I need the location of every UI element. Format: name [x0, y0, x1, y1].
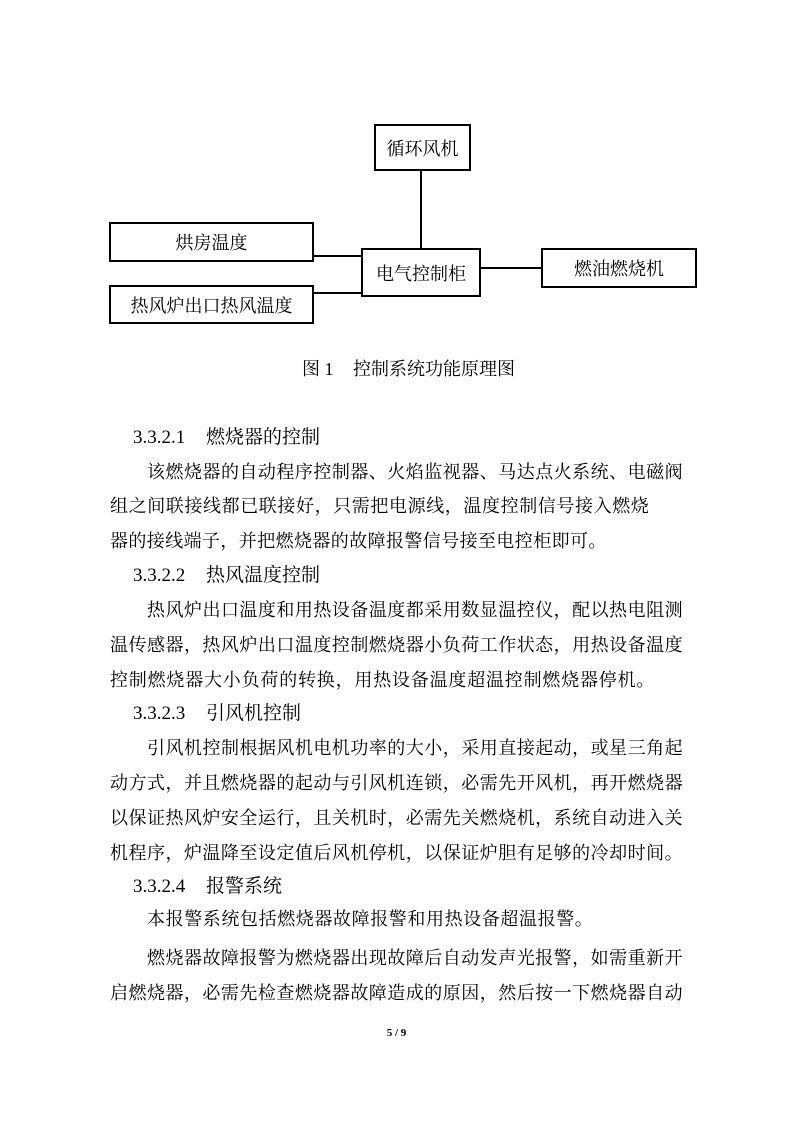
- paragraph-line: 本报警系统包括燃烧器故障报警和用热设备超温报警。: [147, 909, 594, 929]
- paragraph-line: 引风机控制根据风机电机功率的大小，采用直接起动，或星三角起: [147, 738, 683, 758]
- node-label: 燃油燃烧机: [574, 259, 664, 279]
- section-number: 3.3.2.2: [133, 565, 186, 586]
- figure-caption-title: 控制系统功能原理图: [353, 359, 515, 379]
- node-label: 电气控制柜: [376, 263, 466, 284]
- section-title: 热风温度控制: [206, 565, 321, 586]
- paragraph-line: 热风炉出口温度和用热设备温度都采用数显温控仪，配以热电阻测: [147, 600, 683, 620]
- paragraph-line: 动方式，并且燃烧器的起动与引风机连锁，必需先开风机，再开燃烧器: [110, 773, 683, 793]
- section-number: 3.3.2.3: [133, 703, 186, 724]
- section-number: 3.3.2.1: [133, 427, 186, 448]
- node-label: 循环风机: [386, 138, 459, 159]
- connector-fan-to-cabinet: [420, 171, 422, 248]
- section-title: 报警系统: [206, 876, 283, 897]
- paragraph-line: 燃烧器故障报警为燃烧器出现故障后自动发声光报警，如需重新开: [147, 948, 683, 968]
- node-label: 烘房温度: [175, 233, 248, 253]
- node-burner: [541, 248, 697, 288]
- paragraph-line: 器的接线端子，并把燃烧器的故障报警信号接至电控柜即可。: [110, 531, 607, 551]
- paragraph-line: 温传感器，热风炉出口温度控制燃烧器小负荷工作状态，用热设备温度: [110, 635, 683, 655]
- paragraph-line: 机程序，炉温降至设定值后风机停机，以保证炉胆有足够的冷却时间。: [110, 843, 683, 863]
- page-number: 5 / 9: [386, 1027, 407, 1039]
- node-circulation-fan: [374, 124, 471, 171]
- connector-room-temp-to-cabinet: [314, 255, 361, 257]
- node-outlet-temperature: [109, 285, 314, 324]
- paragraph-line: 控制燃烧器大小负荷的转换，用热设备温度超温控制燃烧器停机。: [110, 670, 656, 690]
- node-room-temperature: [109, 222, 314, 262]
- node-control-cabinet: [361, 248, 481, 297]
- section-title: 燃烧器的控制: [206, 427, 321, 448]
- connector-outlet-temp-to-cabinet: [314, 292, 361, 294]
- figure-caption-number: 图 1: [302, 359, 334, 379]
- paragraph-line: 该燃烧器的自动程序控制器、火焰监视器、马达点火系统、电磁阀: [147, 462, 683, 482]
- paragraph-line: 以保证热风炉安全运行，且关机时，必需先关燃烧机，系统自动进入关: [110, 808, 683, 828]
- paragraph-line: 启燃烧器，必需先检查燃烧器故障造成的原因，然后按一下燃烧器自动: [110, 983, 683, 1003]
- connector-cabinet-to-burner: [481, 267, 541, 269]
- section-number: 3.3.2.4: [133, 876, 186, 897]
- node-label: 热风炉出口热风温度: [130, 295, 293, 316]
- paragraph-line: 组之间联接线都已联接好，只需把电源线，温度控制信号接入燃烧: [110, 496, 650, 516]
- section-title: 引风机控制: [206, 703, 302, 724]
